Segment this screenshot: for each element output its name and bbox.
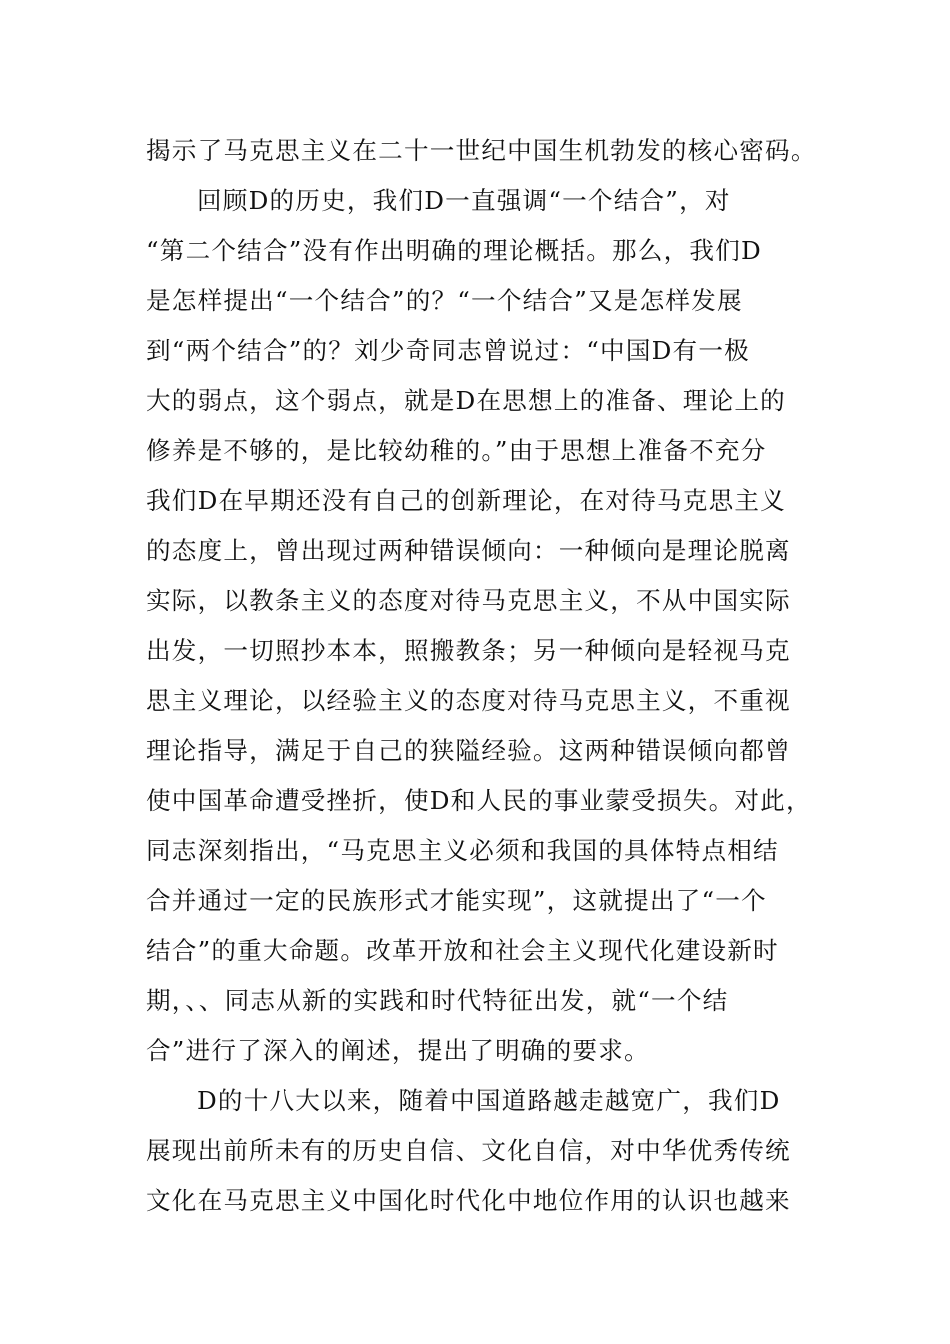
text-line: 期，、、同志从新的实践和时代特征出发，就“一个结 (146, 986, 729, 1015)
text-line: 实际，以教条主义的态度对待马克思主义，不从中国实际 (146, 586, 791, 615)
body-text (146, 126, 817, 1226)
text-line: 出发，一切照抄本本，照搬教条；另一种倾向是轻视马克 (146, 636, 791, 665)
text-line: 到“两个结合”的？刘少奇同志曾说过：“中国D有一极 (146, 336, 750, 365)
text-line: 揭示了马克思主义在二十一世纪中国生机勃发的核心密码。 (146, 136, 817, 165)
text-line: “第二个结合”没有作出明确的理论概括。那么，我们D (146, 236, 762, 265)
text-line: 同志深刻指出，“马克思主义必须和我国的具体特点相结 (146, 836, 779, 865)
text-line: 修养是不够的，是比较幼稚的。”由于思想上准备不充分 (146, 436, 767, 465)
text-line: 合”进行了深入的阐述，提出了明确的要求。 (146, 1036, 650, 1065)
text-line: 的态度上，曾出现过两种错误倾向：一种倾向是理论脱离 (146, 536, 791, 565)
text-line: 结合”的重大命题。改革开放和社会主义现代化建设新时 (146, 936, 779, 965)
text-line: 大的弱点，这个弱点，就是D在思想上的准备、理论上的 (146, 386, 786, 415)
text-line: 我们D在早期还没有自己的创新理论，在对待马克思主义 (146, 486, 786, 515)
text-line: 使中国革命遭受挫折，使D和人民的事业蒙受损失。对此， (146, 786, 812, 815)
text-line: 思主义理论，以经验主义的态度对待马克思主义，不重视 (146, 686, 791, 715)
text-line: 展现出前所未有的历史自信、文化自信，对中华优秀传统 (146, 1136, 791, 1165)
text-line: 合并通过一定的民族形式才能实现”，这就提出了“一个 (146, 886, 767, 915)
paragraph-first-line: 回顾D的历史，我们D一直强调“一个结合”，对 (197, 186, 731, 215)
text-line: 理论指导，满足于自己的狭隘经验。这两种错误倾向都曾 (146, 736, 791, 765)
text-line: 文化在马克思主义中国化时代化中地位作用的认识也越来 (146, 1186, 791, 1215)
text-line: 是怎样提出“一个结合”的？“一个结合”又是怎样发展 (146, 286, 743, 315)
paragraph-first-line: D的十八大以来，随着中国道路越走越宽广，我们D (197, 1086, 781, 1115)
